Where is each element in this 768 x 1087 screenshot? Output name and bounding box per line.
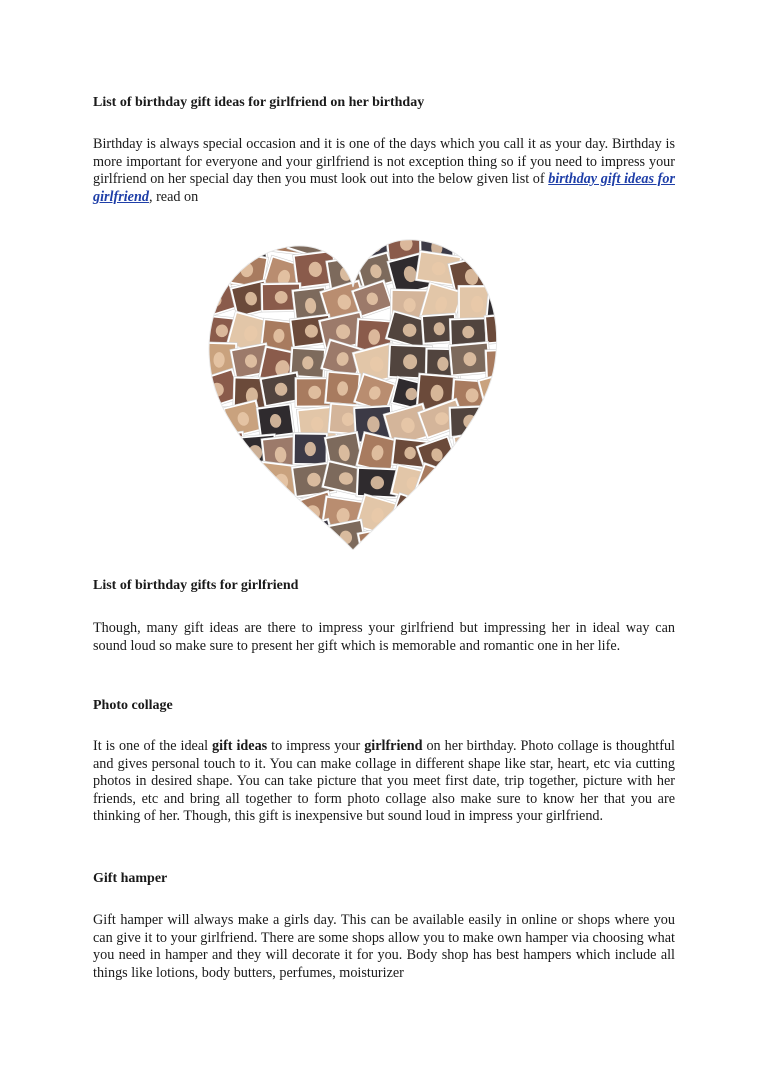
collage-photo bbox=[480, 461, 503, 496]
collage-photo bbox=[393, 521, 438, 550]
photo-collage-text: on her birthday. Photo collage is thoughtful and gives personal touch to it. You can make collage in different shape like star, heart, etc via cutting photos in desired shape. You can take picture that you meet first date, trip together, picture with her friends, etc and bring all together to form photo collage also make sure to know her that you are thinking of her. Though, this gift is inexpensive but sound loud in impress your girlfriend. bbox=[93, 738, 676, 825]
collage-photo bbox=[482, 405, 503, 447]
collage-photo bbox=[203, 232, 234, 258]
collage-photo bbox=[484, 255, 503, 291]
collage-photos bbox=[203, 232, 503, 550]
collage-photo bbox=[288, 518, 336, 550]
photo-collage-paragraph bbox=[93, 738, 675, 826]
collage-photo bbox=[387, 492, 435, 539]
intro-text-end: , read on bbox=[148, 188, 199, 205]
collage-photo bbox=[424, 497, 464, 537]
collage-photo bbox=[203, 464, 247, 501]
collage-photo bbox=[448, 548, 497, 550]
collage-photo bbox=[203, 489, 241, 528]
gifts-intro-paragraph: Though, many gift ideas are there to impress your girlfriend but impressing her in ideal way can sound loud so make sure to present her gift which is memorable and romantic one in her life. bbox=[93, 620, 675, 654]
collage-photo bbox=[479, 434, 503, 472]
gift-ideas-link[interactable]: birthday gift ideas for girlfriend bbox=[93, 171, 675, 205]
collage-photo bbox=[261, 529, 297, 550]
collage-photo bbox=[451, 461, 493, 497]
gift-hamper-paragraph: Gift hamper will always make a girls day. This can be available easily in online or shops where you can give it to your girlfriend. There are some shops allow you to make own hamper via choosing what you need in hamper and they will decorate it for you. Body shop has best hampers which include all things like lotions, body butters, perfumes, moisturizer bbox=[93, 912, 675, 981]
collage-photo bbox=[224, 492, 267, 535]
bold-girlfriend: girlfriend bbox=[364, 738, 423, 754]
collage-photo bbox=[452, 430, 494, 469]
collage-photo bbox=[482, 528, 503, 550]
collage-photo bbox=[229, 467, 266, 500]
collage-photo bbox=[259, 494, 305, 535]
collage-photo bbox=[203, 520, 241, 550]
collage-photo bbox=[480, 232, 503, 257]
section-heading-gift-hamper: Gift hamper bbox=[93, 871, 168, 886]
collage-photo bbox=[330, 232, 367, 257]
bold-gift-ideas: gift ideas bbox=[212, 738, 268, 754]
photo-collage-text: to impress your bbox=[267, 738, 365, 754]
page-title: List of birthday gift ideas for girlfriend on her birthday bbox=[93, 95, 425, 110]
collage-photo bbox=[454, 524, 499, 550]
collage-photo bbox=[452, 494, 501, 535]
collage-photo bbox=[480, 495, 503, 533]
section-heading-photo-collage: Photo collage bbox=[93, 698, 173, 713]
collage-photo bbox=[293, 432, 328, 465]
collage-photo bbox=[484, 312, 503, 344]
heart-photo-collage bbox=[203, 232, 503, 550]
intro-text: Birthday is always special occasion and it is one of the days which you call it as your day. Birthday is more important for everyone and your girlfriend is not exception thing so if you need to impress your girlfriend on her special day then you must look out into the below given list of bbox=[93, 136, 675, 188]
intro-paragraph bbox=[93, 136, 675, 206]
collage-photo bbox=[228, 519, 270, 550]
section-heading-gifts: List of birthday gifts for girlfriend bbox=[93, 578, 299, 593]
collage-photo bbox=[449, 405, 491, 438]
photo-collage-text: It is one of the ideal bbox=[93, 738, 213, 754]
collage-photo bbox=[418, 525, 465, 550]
